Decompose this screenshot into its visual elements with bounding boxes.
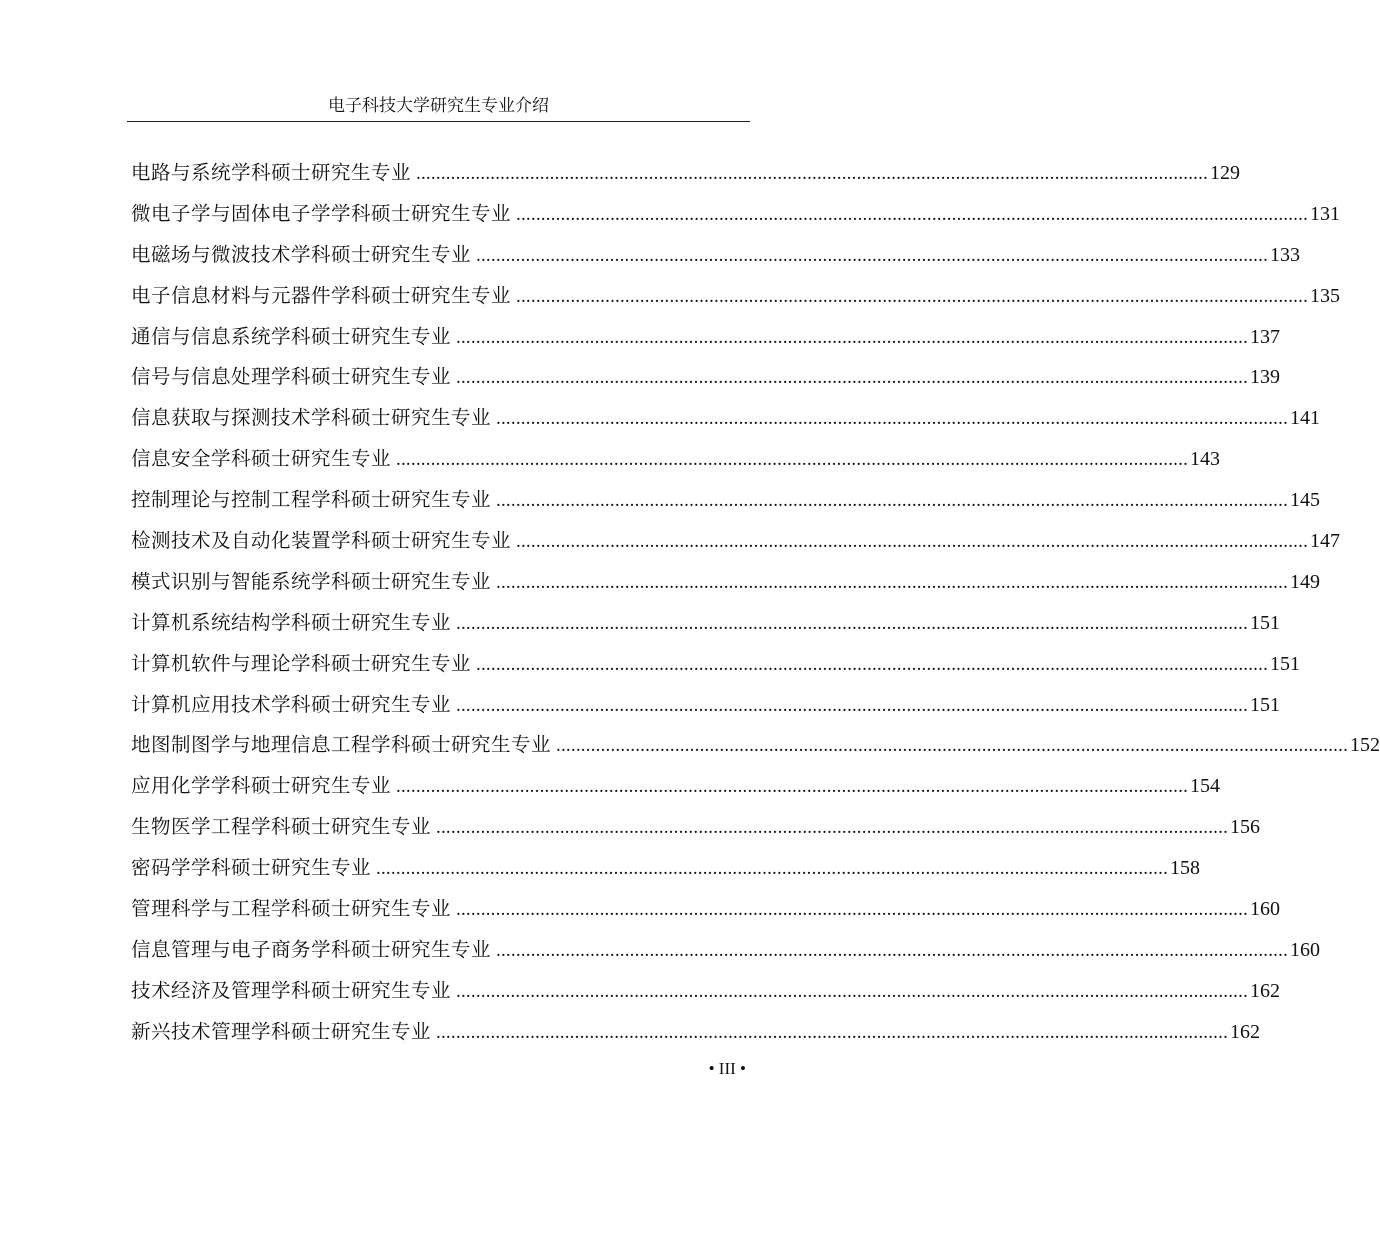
toc-entry[interactable]: [131, 685, 1281, 726]
toc-entry[interactable]: [131, 235, 1301, 276]
toc-entry-title: 模式识别与智能系统学科硕士研究生专业: [131, 569, 492, 593]
toc-entry-page: 160: [1250, 898, 1281, 921]
toc-entry[interactable]: [131, 603, 1281, 644]
toc-entry[interactable]: [131, 889, 1281, 930]
toc-entry-page: 141: [1290, 407, 1321, 430]
toc-entry[interactable]: [131, 480, 1321, 521]
toc-entry-title: 密码学学科硕士研究生专业: [131, 856, 372, 880]
toc-entry-page: 162: [1230, 1020, 1261, 1043]
toc-entry[interactable]: [131, 848, 1201, 889]
toc-leader-dots: ................................................................................................................................................................: [456, 899, 1249, 921]
toc-entry[interactable]: [131, 644, 1301, 685]
toc-entry-page: 147: [1310, 530, 1341, 553]
toc-entry-title: 控制理论与控制工程学科硕士研究生专业: [131, 488, 492, 512]
toc-entry[interactable]: [131, 930, 1321, 971]
toc-entry[interactable]: [131, 562, 1321, 603]
toc-leader-dots: ................................................................................................................................................................: [396, 449, 1189, 471]
toc-entry-page: 137: [1250, 325, 1281, 348]
toc-leader-dots: ................................................................................................................................................................: [496, 571, 1289, 593]
toc-entry-title: 生物医学工程学科硕士研究生专业: [131, 815, 432, 839]
toc-entry-page: 160: [1290, 938, 1321, 961]
toc-entry-page: 129: [1210, 162, 1241, 184]
toc-entry-page: 154: [1190, 775, 1221, 798]
toc-entry-title: 信号与信息处理学科硕士研究生专业: [131, 365, 452, 389]
toc-entry-page: 145: [1290, 489, 1321, 512]
toc-entry-page: 158: [1170, 857, 1201, 880]
toc-entry-page: 149: [1290, 570, 1321, 593]
toc-entry-title: 地图制图学与地理信息工程学科硕士研究生专业: [131, 733, 552, 757]
toc-entry-title: 电路与系统学科硕士研究生专业: [131, 161, 412, 184]
toc-entry[interactable]: [131, 153, 1241, 194]
toc-leader-dots: ................................................................................................................................................................: [556, 735, 1349, 757]
toc-entry-title: 计算机应用技术学科硕士研究生专业: [131, 692, 452, 716]
toc-entry[interactable]: [131, 357, 1281, 398]
toc-entry-title: 新兴技术管理学科硕士研究生专业: [131, 1019, 432, 1043]
toc-entry[interactable]: [131, 276, 1341, 317]
toc-entry[interactable]: [131, 439, 1221, 480]
toc-leader-dots: ................................................................................................................................................................: [456, 980, 1249, 1002]
toc-leader-dots: ................................................................................................................................................................: [456, 326, 1249, 348]
page-number: • III •: [708, 1059, 746, 1078]
toc-entry-page: 162: [1250, 979, 1281, 1002]
toc-entry-page: 143: [1190, 448, 1221, 471]
toc-entry-title: 检测技术及自动化装置学科硕士研究生专业: [131, 529, 512, 553]
toc-entry-page: 151: [1270, 652, 1301, 675]
toc-leader-dots: ................................................................................................................................................................: [416, 163, 1209, 184]
toc-entry-title: 信息安全学科硕士研究生专业: [131, 447, 392, 471]
toc-entry[interactable]: [131, 807, 1261, 848]
toc-entry[interactable]: [131, 766, 1221, 807]
toc-entry[interactable]: [131, 725, 1380, 766]
toc-entry-title: 技术经济及管理学科硕士研究生专业: [131, 978, 452, 1002]
toc-leader-dots: ................................................................................................................................................................: [456, 367, 1249, 389]
toc-leader-dots: ................................................................................................................................................................: [516, 285, 1309, 307]
toc-leader-dots: ................................................................................................................................................................: [436, 1021, 1229, 1043]
toc-entry-title: 应用化学学科硕士研究生专业: [131, 774, 392, 798]
toc-leader-dots: ................................................................................................................................................................: [376, 858, 1169, 880]
toc-entry-title: 微电子学与固体电子学学科硕士研究生专业: [131, 201, 512, 225]
toc-entry-page: 151: [1250, 693, 1281, 716]
toc-entry[interactable]: [131, 1012, 1261, 1053]
toc-entry-title: 电磁场与微波技术学科硕士研究生专业: [131, 242, 472, 266]
toc-leader-dots: ................................................................................................................................................................: [496, 408, 1289, 430]
toc-leader-dots: ................................................................................................................................................................: [456, 612, 1249, 634]
toc-leader-dots: ................................................................................................................................................................: [436, 817, 1229, 839]
toc-leader-dots: ................................................................................................................................................................: [456, 694, 1249, 716]
toc-entry-page: 151: [1250, 611, 1281, 634]
toc-entry[interactable]: [131, 398, 1321, 439]
toc-entry-title: 计算机系统结构学科硕士研究生专业: [131, 610, 452, 634]
page-header-title: 电子科技大学研究生专业介绍: [328, 96, 549, 116]
toc-entry-title: 电子信息材料与元器件学科硕士研究生专业: [131, 283, 512, 307]
toc-entry-title: 信息获取与探测技术学科硕士研究生专业: [131, 406, 492, 430]
toc-entry-page: 131: [1310, 202, 1341, 225]
toc-leader-dots: ................................................................................................................................................................: [516, 203, 1309, 225]
toc-leader-dots: ................................................................................................................................................................: [496, 939, 1289, 961]
toc-leader-dots: ................................................................................................................................................................: [476, 244, 1269, 266]
toc-entry[interactable]: [131, 521, 1341, 562]
toc-entry-page: 156: [1230, 816, 1261, 839]
toc-entry-title: 管理科学与工程学科硕士研究生专业: [131, 897, 452, 921]
toc-entry-title: 通信与信息系统学科硕士研究生专业: [131, 324, 452, 348]
table-of-contents: [131, 153, 1380, 1053]
toc-entry-title: 计算机软件与理论学科硕士研究生专业: [131, 651, 472, 675]
toc-leader-dots: ................................................................................................................................................................: [496, 490, 1289, 512]
toc-entry[interactable]: [131, 317, 1281, 358]
toc-entry-page: 135: [1310, 284, 1341, 307]
toc-entry-page: 133: [1270, 243, 1301, 266]
toc-entry-page: 152: [1350, 734, 1380, 757]
toc-entry-page: 139: [1250, 366, 1281, 389]
toc-entry[interactable]: [131, 971, 1281, 1012]
toc-entry-title: 信息管理与电子商务学科硕士研究生专业: [131, 937, 492, 961]
page-header: [127, 94, 750, 122]
toc-leader-dots: ................................................................................................................................................................: [476, 653, 1269, 675]
toc-leader-dots: ................................................................................................................................................................: [396, 776, 1189, 798]
toc-leader-dots: ................................................................................................................................................................: [516, 531, 1309, 553]
toc-entry[interactable]: [131, 194, 1341, 235]
